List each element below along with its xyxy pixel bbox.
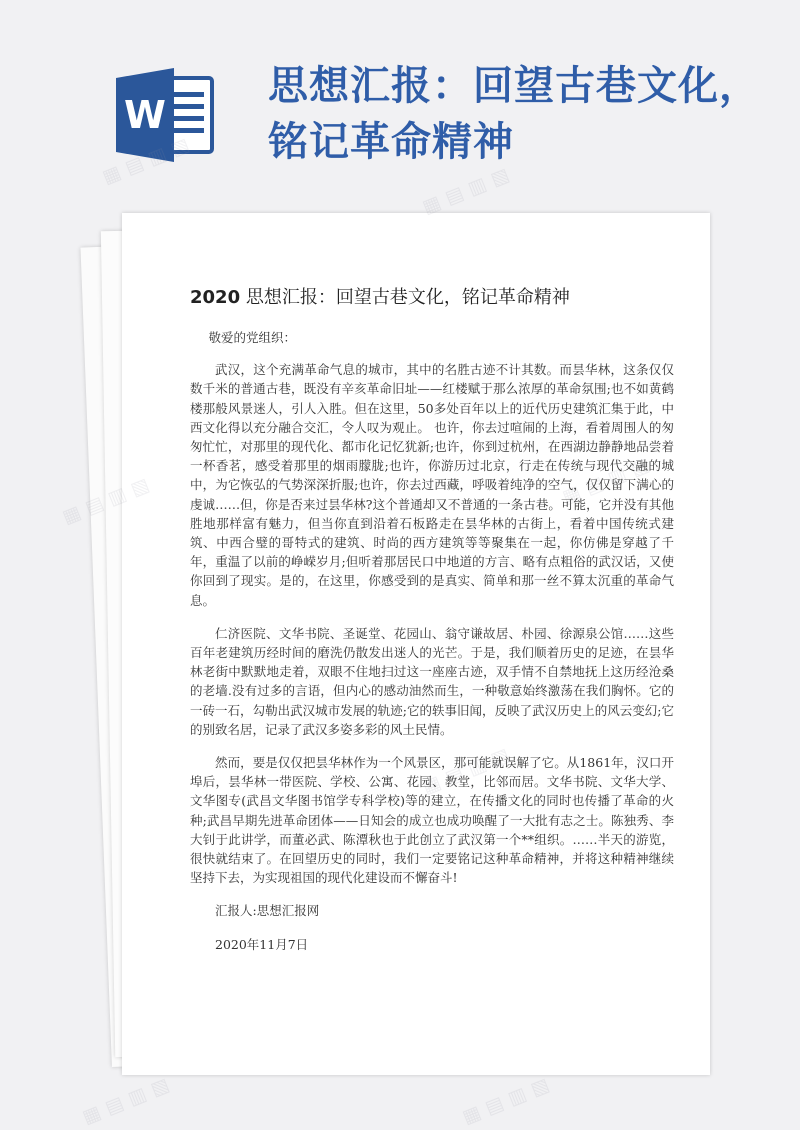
- salutation: 敬爱的党组织：: [208, 330, 297, 345]
- watermark-mark: ▦ ▤ ▥ ▧: [459, 1073, 553, 1129]
- body-paragraph-2: 仁济医院、文华书院、圣诞堂、花园山、翁守谦故居、朴园、徐源泉公馆……这些百年老建筑历经时间的磨洗仍散发出迷人的光芒。于是，我们顺着历史的足迹，在昙华林老街中默默地走着，双眼不住地扫过这一座座古迹，双手情不自禁地抚上这历经沧桑的老墙.没有过多的言语，但内心的感动油然而生，一种敬意始终激荡在我们胸怀。它的一砖一石，勾勒出武汉城市发展的轨迹;它的轶事旧闻，反映了武汉历史上的风云变幻;它的别致名居，记录了武汉多姿多彩的风土民情。: [190, 625, 674, 737]
- word-document-icon: [112, 66, 216, 164]
- watermark-mark: ▦ ▤ ▥ ▧: [99, 133, 193, 189]
- document-date: 2020年11月7日: [215, 936, 309, 952]
- body-paragraph-1: 武汉，这个充满革命气息的城市，其中的名胜古迹不计其数。而昙华林，这条仅仅数千米的普通古巷，既没有辛亥革命旧址——红楼赋于那么浓厚的革命氛围;也不如黄鹤楼那般风景迷人，引人入胜。但在这里，50多处百年以上的近代历史建筑汇集于此，中西文化得以充分融合交汇，令人叹为观止。 也许，你去过喧闹的上海，看着周围人的匆匆忙忙，对那里的现代化、都市化记忆犹新;也许，你到过杭州，在西湖边静静地品尝着一杯香茗，感受着那里的烟雨朦胧;也许，你游历过北京，行走在传统与现代交融的城中，为它恢弘的气势深深折服;也许，你去过西藏，呼吸着纯净的空气，仅仅留下满心的虔诚……但，你是否来过昙华林?这个普通却又不普通的一条古巷。可能，它并没有其他胜地那样富有魅力，但当你直到沿着石板路走在昙华林的古街上，看着中国传统式建筑、中西合璧的哥特式的建筑、时尚的西方建筑等等聚集在一起，你仿佛是穿越了千年，重温了以前的峥嵘岁月;但听着那居民口中地道的方言、略有点粗俗的武汉话，又使你回到了现实。是的，在这里，你感受到的是真实、简单和那一丝不算太沉重的革命气息。: [190, 362, 674, 608]
- watermark-mark: ▦ ▤ ▥ ▧: [419, 163, 513, 219]
- document-body: [190, 328, 674, 954]
- document-title-year: 2020: [190, 287, 241, 308]
- document-title: [190, 283, 570, 309]
- watermark-mark: ▦ ▤ ▥ ▧: [79, 1073, 173, 1129]
- page-heading: 思想汇报：回望古巷文化，铭记革命精神: [268, 63, 760, 165]
- svg-text:W: W: [124, 93, 166, 137]
- signature: 汇报人:思想汇报网: [215, 903, 320, 919]
- body-paragraph-3: 然而，要是仅仅把昙华林作为一个风景区，那可能就误解了它。从1861年，汉口开埠后，昙华林一带医院、学校、公寓、花园、教堂，比邻而居。文华书院、文华大学、文华图专(武昌文华图书馆学专科学校)等的建立，在传播文化的同时也传播了革命的火种;武昌早期先进革命团体——日知会的成立也成功唤醒了一大批有志之士。陈独秀、李大钊于此讲学，而董必武、陈潭秋也于此创立了武汉第一个**组织。……半天的游览，很快就结束了。在回望历史的同时，我们一定要铭记这种革命精神，并将这种精神继续坚持下去，为实现祖国的现代化建设而不懈奋斗!: [190, 755, 674, 886]
- document-title-text: 思想汇报：回望古巷文化，铭记革命精神: [245, 287, 570, 308]
- watermark-mark: ▦: [59, 501, 85, 529]
